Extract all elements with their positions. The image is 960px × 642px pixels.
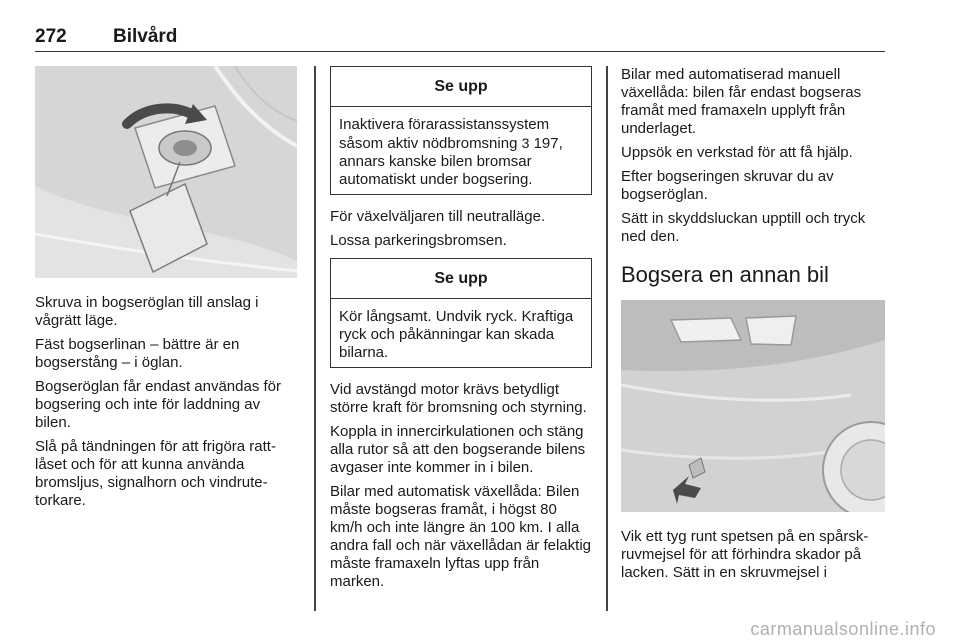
caution-text: Inaktivera förarassistanssystem såsom aktiv nödbromsning 3 197, annars kanske bilen bromsar automatiskt under bogsering. xyxy=(339,116,563,188)
paragraph: Efter bogseringen skruvar du av bogseröglan. xyxy=(621,168,834,203)
caution-box xyxy=(330,66,592,195)
rear-bumper-drawing xyxy=(621,300,885,512)
caution-box xyxy=(330,258,592,368)
caution-text: Kör långsamt. Undvik ryck. Kraftiga ryck och påkänningar kan skada bilarna. xyxy=(339,308,574,361)
page-header xyxy=(35,20,885,52)
column-3 xyxy=(621,66,885,588)
paragraph: Koppla in innercirkulationen och stäng alla rutor så att den bogserande bilens avgaser inte kommer in i bilen. xyxy=(330,423,586,476)
page-reference[interactable]: 197 xyxy=(533,135,559,152)
tow-eye-drawing xyxy=(35,66,297,278)
subsection-heading: Bogsera en annan bil xyxy=(621,262,829,287)
paragraph: För växelväljaren till neutralläge. xyxy=(330,208,546,225)
column-1 xyxy=(35,66,297,516)
paragraph: Skruva in bogseröglan till anslag i vågrätt läge. xyxy=(35,294,259,329)
column-2 xyxy=(330,66,592,597)
watermark: carmanualsonline.info xyxy=(750,619,936,639)
page-ref-arrow-icon: 3 xyxy=(521,135,530,151)
paragraph: Bilar med automatiserad manuell växellåda: bilen får endast bogseras framåt med framaxeln upplyft från underlaget. xyxy=(621,66,862,137)
column-divider xyxy=(314,66,316,611)
column-divider xyxy=(606,66,608,611)
paragraph: Fäst bogserlinan – bättre är en bogserstång – i öglan. xyxy=(35,336,240,371)
section-title: Bilvård xyxy=(113,26,178,47)
tow-eye-illustration xyxy=(35,66,297,278)
paragraph: Uppsök en verkstad för att få hjälp. xyxy=(621,144,853,161)
paragraph: Vid avstängd motor krävs betydligt större kraft för bromsning och styrning. xyxy=(330,381,587,416)
paragraph: Bogseröglan får endast användas för bogsering och inte för laddning av bilen. xyxy=(35,378,281,431)
caution-title: Se upp xyxy=(331,67,591,107)
page-number: 272 xyxy=(35,26,67,47)
caution-title: Se upp xyxy=(331,259,591,299)
rear-bumper-illustration xyxy=(621,300,885,512)
paragraph: Slå på tändningen för att frigöra rattlåset och för att kunna använda bromsljus, signalhorn och vindrutetorkare. xyxy=(35,438,276,509)
paragraph: Lossa parkeringsbromsen. xyxy=(330,232,507,249)
paragraph: Vik ett tyg runt spetsen på en spårskruvmejsel för att förhindra skador på lacken. Sätt in en skruvmejsel i xyxy=(621,528,869,581)
paragraph: Sätt in skyddsluckan upptill och tryck ned den. xyxy=(621,210,866,245)
paragraph: Bilar med automatisk växellåda: Bilen måste bogseras framåt, i högst 80 km/h och inte längre än 100 km. I alla andra fall och när växellådan är felaktig måste framaxeln lyftas upp från marken. xyxy=(330,483,591,590)
